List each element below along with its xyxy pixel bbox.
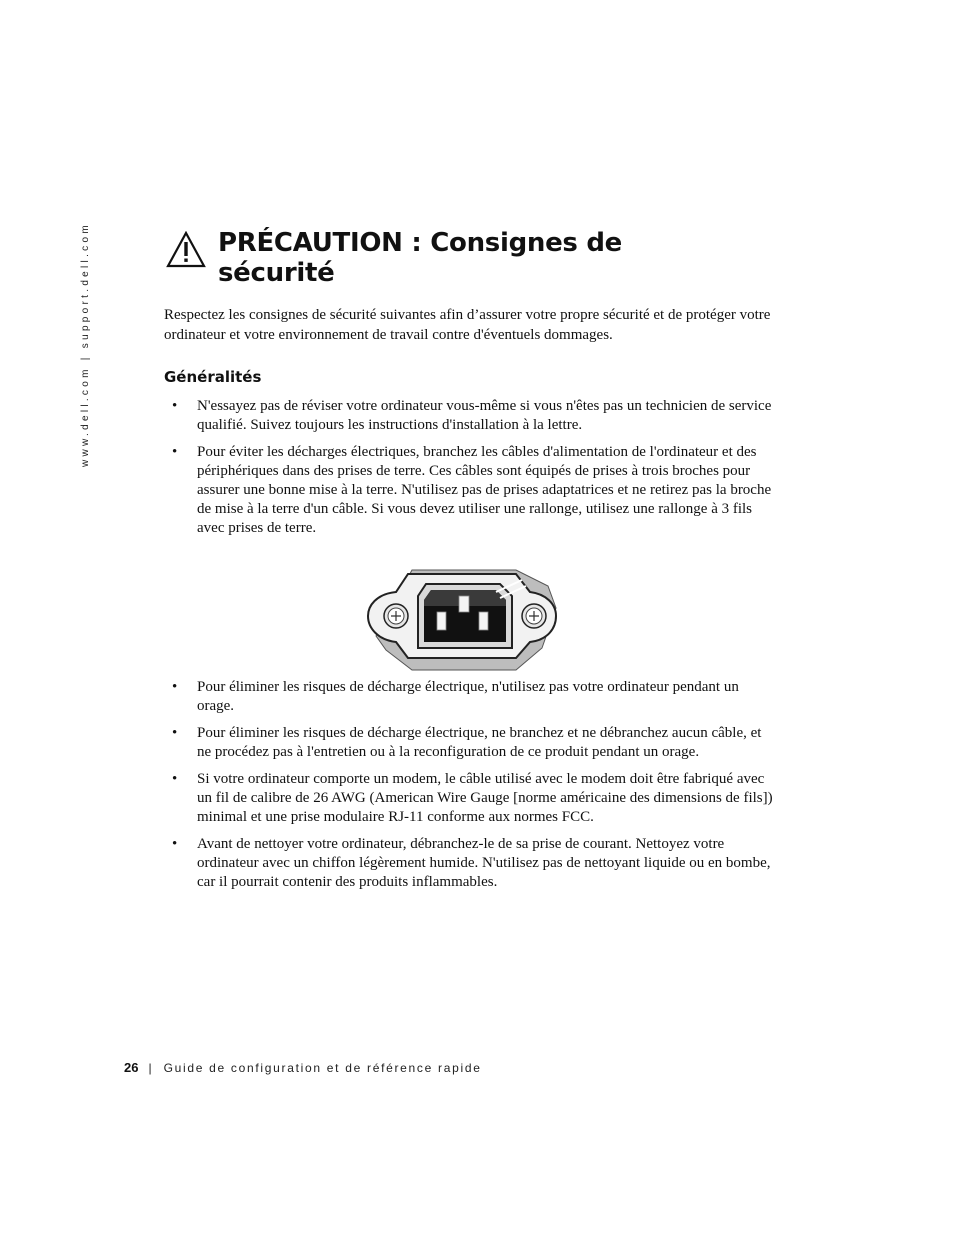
list-item [170,835,776,892]
page-number: 26 [124,1060,139,1075]
list-item-text: Avant de nettoyer votre ordinateur, débranchez-le de sa prise de courant. Nettoyez votre ordinateur avec un chiffon légèrement humide. N'utilisez pas de nettoyant liquide ou en bombe, car il pourrait contenir des produits inflammables. [197,836,771,890]
bullet-marker: • [172,444,178,460]
bullet-list-general [170,397,776,546]
list-item [170,724,776,762]
list-item-text: Pour éviter les décharges électriques, branchez les câbles d'alimentation de l'ordinateur et des périphériques dans des prises de terre. Ces câbles sont équipés de prises à trois broches pour assurer une bonne mise à la terre. N'utilisez pas de prises adaptatrices et ne retirez pas la broche de mise à la terre d'un câble. Si vous devez utiliser une rallonge, utilisez une rallonge à 3 fils avec prises de terre. [197,444,772,536]
bullet-marker: • [172,771,178,787]
list-item [170,397,776,435]
bullet-marker: • [172,836,178,852]
list-item-text: Pour éliminer les risques de décharge électrique, ne branchez et ne débranchez aucun câble, et ne procédez pas à l'entretien ou à la reconfiguration de ce produit pendant un orage. [197,725,762,760]
title-block [166,228,786,288]
footer-separator: | [148,1061,152,1075]
power-socket-illustration [366,566,560,672]
bullet-list-general-continued [170,678,776,900]
list-item [170,443,776,538]
intro-paragraph: Respectez les consignes de sécurité suivantes afin d’assurer votre propre sécurité et de protéger votre ordinateur et votre environnement de travail contre d'éventuels dommages. [164,307,771,343]
bullet-marker: • [172,725,178,741]
warning-triangle-icon [166,231,206,269]
list-item-text: Pour éliminer les risques de décharge électrique, n'utilisez pas votre ordinateur pendant un orage. [197,679,739,714]
section-heading: Généralités [164,368,262,386]
footer-doc-title: Guide de configuration et de référence rapide [163,1061,482,1075]
bullet-marker: • [172,679,178,695]
page-title: PRÉCAUTION : Consignes de sécurité [218,228,622,288]
list-item [170,770,776,827]
list-item-text: N'essayez pas de réviser votre ordinateur vous-même si vous n'êtes pas un technicien de service qualifié. Suivez toujours les instructions d'installation à la lettre. [197,398,772,433]
bullet-marker: • [172,398,178,414]
side-url: www.dell.com | support.dell.com [80,222,91,467]
list-item [170,678,776,716]
page-footer [124,1060,482,1075]
list-item-text: Si votre ordinateur comporte un modem, le câble utilisé avec le modem doit être fabriqué avec un fil de calibre de 26 AWG (American Wire Gauge [norme américaine des dimensions de fils]) minimal et une prise modulaire RJ-11 conforme aux normes FCC. [197,771,773,825]
